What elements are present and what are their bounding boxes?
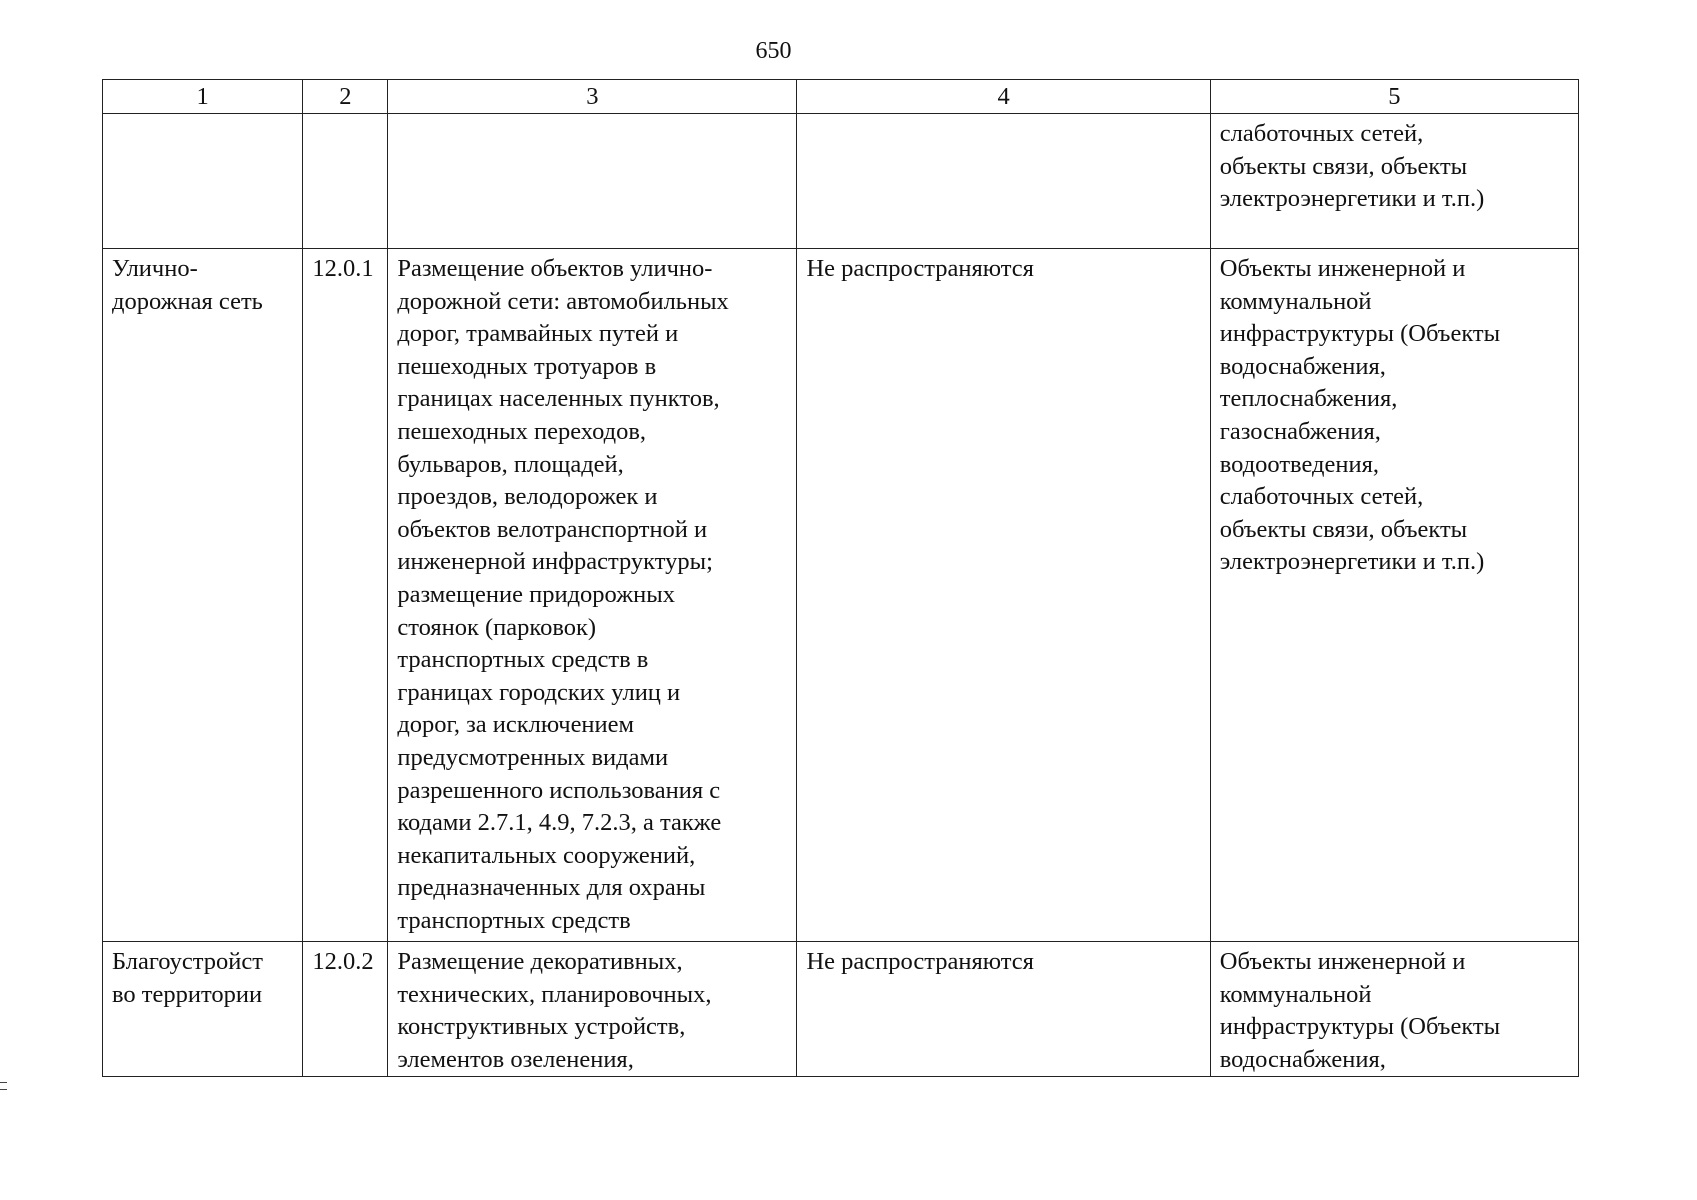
header-col-3: 3 — [388, 80, 797, 114]
cell-parameters — [797, 114, 1210, 249]
cell-name: Благоустройст во территории — [103, 942, 303, 1077]
table-row-blagoustroystvo — [103, 942, 1579, 1077]
header-col-2: 2 — [303, 80, 388, 114]
header-col-4: 4 — [797, 80, 1210, 114]
cell-parameters: Не распространяются — [797, 249, 1210, 942]
cell-description: Размещение декоративных, технических, планировочных, конструктивных устройств, элементов озеленения, — [388, 942, 797, 1077]
cell-description: Размещение объектов улично- дорожной сети: автомобильных дорог, трамвайных путей и пешеходных тротуаров в границах населенных пунктов, пешеходных переходов, бульваров, площадей, проездов, велодорожек и объектов велотранспортной и инженерной инфраструктуры; размещение придорожных стоянок (парковок) транспортных средств в границах городских улиц и дорог, за исключением предусмотренных видами разрешенного использования с кодами 2.7.1, 4.9, 7.2.3, а также некапитальных сооружений, предназначенных для охраны транспортных средств — [388, 249, 797, 942]
header-col-1: 1 — [103, 80, 303, 114]
header-row — [103, 80, 1579, 114]
cell-description — [388, 114, 797, 249]
cell-code — [303, 114, 388, 249]
cell-auxiliary-uses: слаботочных сетей, объекты связи, объекты электроэнергетики и т.п.) — [1210, 114, 1578, 249]
cell-auxiliary-uses: Объекты инженерной и коммунальной инфраструктуры (Объекты водоснабжения, — [1210, 942, 1578, 1077]
cell-code: 12.0.1 — [303, 249, 388, 942]
cell-name: Улично- дорожная сеть — [103, 249, 303, 942]
cell-auxiliary-uses: Объекты инженерной и коммунальной инфраструктуры (Объекты водоснабжения, теплоснабжения, газоснабжения, водоотведения, слаботочных сетей, объекты связи, объекты электроэнергетики и т.п.) — [1210, 249, 1578, 942]
scan-margin-mark — [0, 1082, 7, 1090]
cell-parameters: Не распространяются — [797, 942, 1210, 1077]
page-number: 650 — [755, 38, 792, 64]
table-row-continuation — [103, 114, 1579, 249]
header-col-5: 5 — [1210, 80, 1578, 114]
cell-name — [103, 114, 303, 249]
table-row-ulichno-dorozhnaya-set — [103, 249, 1579, 942]
cell-code: 12.0.2 — [303, 942, 388, 1077]
document-table — [102, 79, 1579, 1077]
